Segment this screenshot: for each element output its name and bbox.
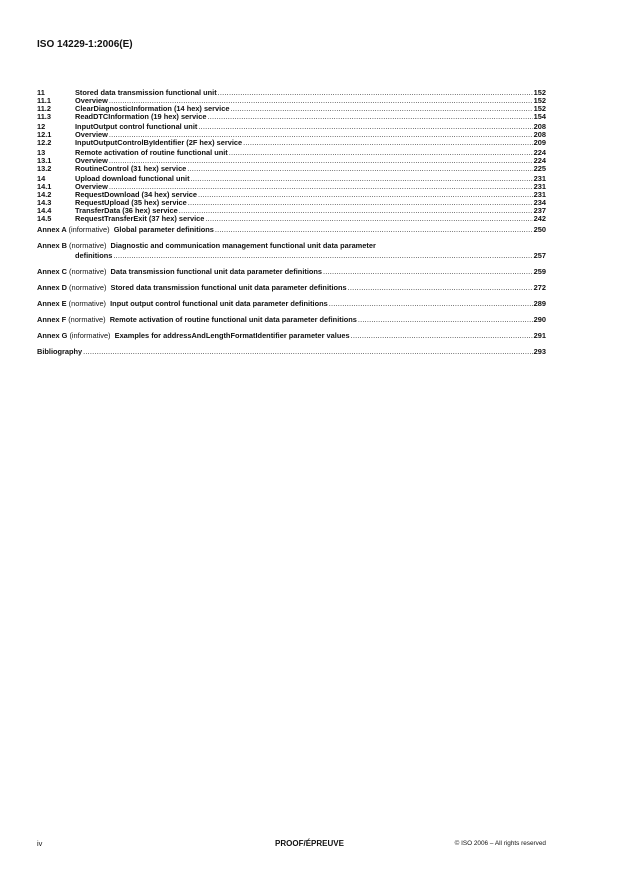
page-ref: 293 bbox=[533, 347, 546, 356]
section-title: Stored data transmission functional unit bbox=[75, 88, 217, 97]
dot-leader bbox=[358, 316, 533, 324]
page-number: iv bbox=[37, 839, 43, 848]
toc-entry[interactable] bbox=[37, 284, 546, 292]
dot-leader bbox=[351, 332, 533, 340]
annex-title: Data transmission functional unit data parameter definitions bbox=[110, 267, 323, 276]
annex-heading bbox=[37, 268, 322, 276]
section-number: 14.2 bbox=[37, 190, 52, 199]
section-number: 14.3 bbox=[37, 198, 52, 207]
section-number: 14 bbox=[37, 174, 46, 183]
copyright: © ISO 2006 – All rights reserved bbox=[454, 840, 546, 847]
toc-entry[interactable] bbox=[37, 113, 546, 121]
section-title: ClearDiagnosticInformation (14 hex) service bbox=[75, 104, 230, 113]
page-ref: 208 bbox=[533, 122, 546, 131]
annex-title: Examples for addressAndLengthFormatIdentifier parameter values bbox=[114, 331, 350, 340]
annex-title: Diagnostic and communication management functional unit data parameter bbox=[110, 241, 376, 250]
section-number: 12.2 bbox=[37, 138, 52, 147]
section-title: Overview bbox=[75, 156, 108, 165]
annex-heading bbox=[37, 332, 350, 340]
section-title: InputOutputControlByIdentifier (2F hex) service bbox=[75, 138, 243, 147]
page-ref: 242 bbox=[533, 214, 546, 223]
annex-type: (normative) bbox=[68, 315, 106, 324]
annex-label: Annex D bbox=[37, 283, 67, 292]
annex-type: (informative) bbox=[69, 331, 111, 340]
annex-type: (informative) bbox=[68, 225, 110, 234]
toc-entry[interactable] bbox=[37, 215, 546, 223]
section-title: ReadDTCInformation (19 hex) service bbox=[75, 112, 207, 121]
section-title: RequestTransferExit (37 hex) service bbox=[75, 214, 205, 223]
section-number: 11.1 bbox=[37, 96, 51, 105]
section-number: 12 bbox=[37, 122, 46, 131]
page-ref: 231 bbox=[533, 174, 546, 183]
annex-type: (normative) bbox=[69, 241, 107, 250]
page-ref: 208 bbox=[533, 130, 546, 139]
annex-heading bbox=[37, 316, 357, 324]
annex-title-cont: definitions bbox=[75, 251, 113, 260]
toc-entry[interactable] bbox=[37, 332, 546, 340]
page-ref: 234 bbox=[533, 198, 546, 207]
page-ref: 290 bbox=[533, 315, 546, 324]
section-number: 11 bbox=[37, 88, 45, 97]
dot-leader bbox=[198, 191, 533, 199]
toc-entry[interactable] bbox=[37, 268, 546, 276]
page-ref: 231 bbox=[533, 190, 546, 199]
annex-title: Input output control functional unit data parameter definitions bbox=[110, 299, 328, 308]
annex-heading bbox=[37, 300, 328, 308]
page-ref: 291 bbox=[533, 331, 546, 340]
section-title: RequestUpload (35 hex) service bbox=[75, 198, 187, 207]
toc-entry[interactable] bbox=[37, 316, 546, 324]
dot-leader bbox=[187, 165, 532, 173]
toc-entry[interactable] bbox=[37, 149, 546, 157]
dot-leader bbox=[188, 199, 533, 207]
annex-title-line[interactable] bbox=[37, 242, 376, 250]
dot-leader bbox=[329, 300, 533, 308]
page-ref: 259 bbox=[533, 267, 546, 276]
annex-type: (normative) bbox=[69, 267, 107, 276]
page-ref: 209 bbox=[533, 138, 546, 147]
bibliography-title: Bibliography bbox=[37, 347, 83, 356]
proof-label: PROOF/ÉPREUVE bbox=[275, 839, 344, 848]
page-ref: 272 bbox=[533, 283, 546, 292]
annex-title: Global parameter definitions bbox=[113, 225, 214, 234]
dot-leader bbox=[243, 139, 533, 147]
dot-leader bbox=[205, 215, 532, 223]
dot-leader bbox=[323, 268, 533, 276]
annex-label: Annex G bbox=[37, 331, 68, 340]
page-ref: 225 bbox=[533, 164, 546, 173]
section-title: Overview bbox=[75, 130, 108, 139]
annex-title: Remote activation of routine functional unit data parameter definitions bbox=[109, 315, 357, 324]
annex-label: Annex A bbox=[37, 225, 67, 234]
page-ref: 152 bbox=[533, 88, 546, 97]
dot-leader bbox=[229, 149, 533, 157]
toc-entry[interactable] bbox=[37, 89, 546, 97]
annex-label: Annex B bbox=[37, 241, 67, 250]
section-number: 14.1 bbox=[37, 182, 52, 191]
page-ref: 224 bbox=[533, 148, 546, 157]
dot-leader bbox=[348, 284, 533, 292]
dot-leader bbox=[179, 207, 533, 215]
page-ref: 237 bbox=[533, 206, 546, 215]
section-title: TransferData (36 hex) service bbox=[75, 206, 178, 215]
section-title: RequestDownload (34 hex) service bbox=[75, 190, 197, 199]
section-number: 13.2 bbox=[37, 164, 52, 173]
toc-entry[interactable] bbox=[37, 123, 546, 131]
dot-leader bbox=[198, 123, 532, 131]
section-number: 11.2 bbox=[37, 104, 51, 113]
toc-entry[interactable] bbox=[37, 226, 546, 234]
dot-leader bbox=[218, 89, 533, 97]
page-ref: 152 bbox=[533, 96, 546, 105]
toc-entry[interactable] bbox=[37, 175, 546, 183]
annex-type: (normative) bbox=[68, 299, 107, 308]
dot-leader bbox=[83, 348, 532, 356]
section-number: 12.1 bbox=[37, 130, 52, 139]
annex-label: Annex C bbox=[37, 267, 67, 276]
section-title: Overview bbox=[75, 182, 108, 191]
toc-entry-bibliography[interactable] bbox=[37, 348, 546, 356]
annex-heading bbox=[37, 226, 214, 234]
section-number: 14.4 bbox=[37, 206, 52, 215]
dot-leader bbox=[191, 175, 533, 183]
annex-type: (normative) bbox=[69, 283, 107, 292]
page-ref: 224 bbox=[533, 156, 546, 165]
toc-entry[interactable] bbox=[37, 139, 546, 147]
document-header: ISO 14229-1:2006(E) bbox=[37, 39, 133, 50]
toc-entry[interactable] bbox=[37, 300, 546, 308]
toc-entry[interactable] bbox=[37, 165, 546, 173]
section-title: RoutineControl (31 hex) service bbox=[75, 164, 187, 173]
section-number: 14.5 bbox=[37, 214, 52, 223]
section-title: Overview bbox=[75, 96, 108, 105]
page-ref: 154 bbox=[533, 112, 546, 121]
annex-title: Stored data transmission functional unit data parameter definitions bbox=[110, 283, 347, 292]
dot-leader bbox=[230, 105, 532, 113]
section-title: Upload download functional unit bbox=[75, 174, 190, 183]
dot-leader bbox=[113, 252, 532, 260]
section-number: 13 bbox=[37, 148, 46, 157]
page-ref: 289 bbox=[533, 299, 546, 308]
dot-leader bbox=[215, 226, 533, 234]
annex-label: Annex F bbox=[37, 315, 67, 324]
section-title: InputOutput control functional unit bbox=[75, 122, 198, 131]
toc-entry[interactable] bbox=[75, 252, 546, 260]
annex-label: Annex E bbox=[37, 299, 67, 308]
dot-leader bbox=[207, 113, 532, 121]
page-ref: 257 bbox=[533, 251, 546, 260]
page-ref: 152 bbox=[533, 104, 546, 113]
page-ref: 250 bbox=[533, 225, 546, 234]
section-title: Remote activation of routine functional unit bbox=[75, 148, 228, 157]
annex-heading bbox=[37, 284, 347, 292]
page-ref: 231 bbox=[533, 182, 546, 191]
section-number: 11.3 bbox=[37, 112, 51, 121]
section-number: 13.1 bbox=[37, 156, 52, 165]
